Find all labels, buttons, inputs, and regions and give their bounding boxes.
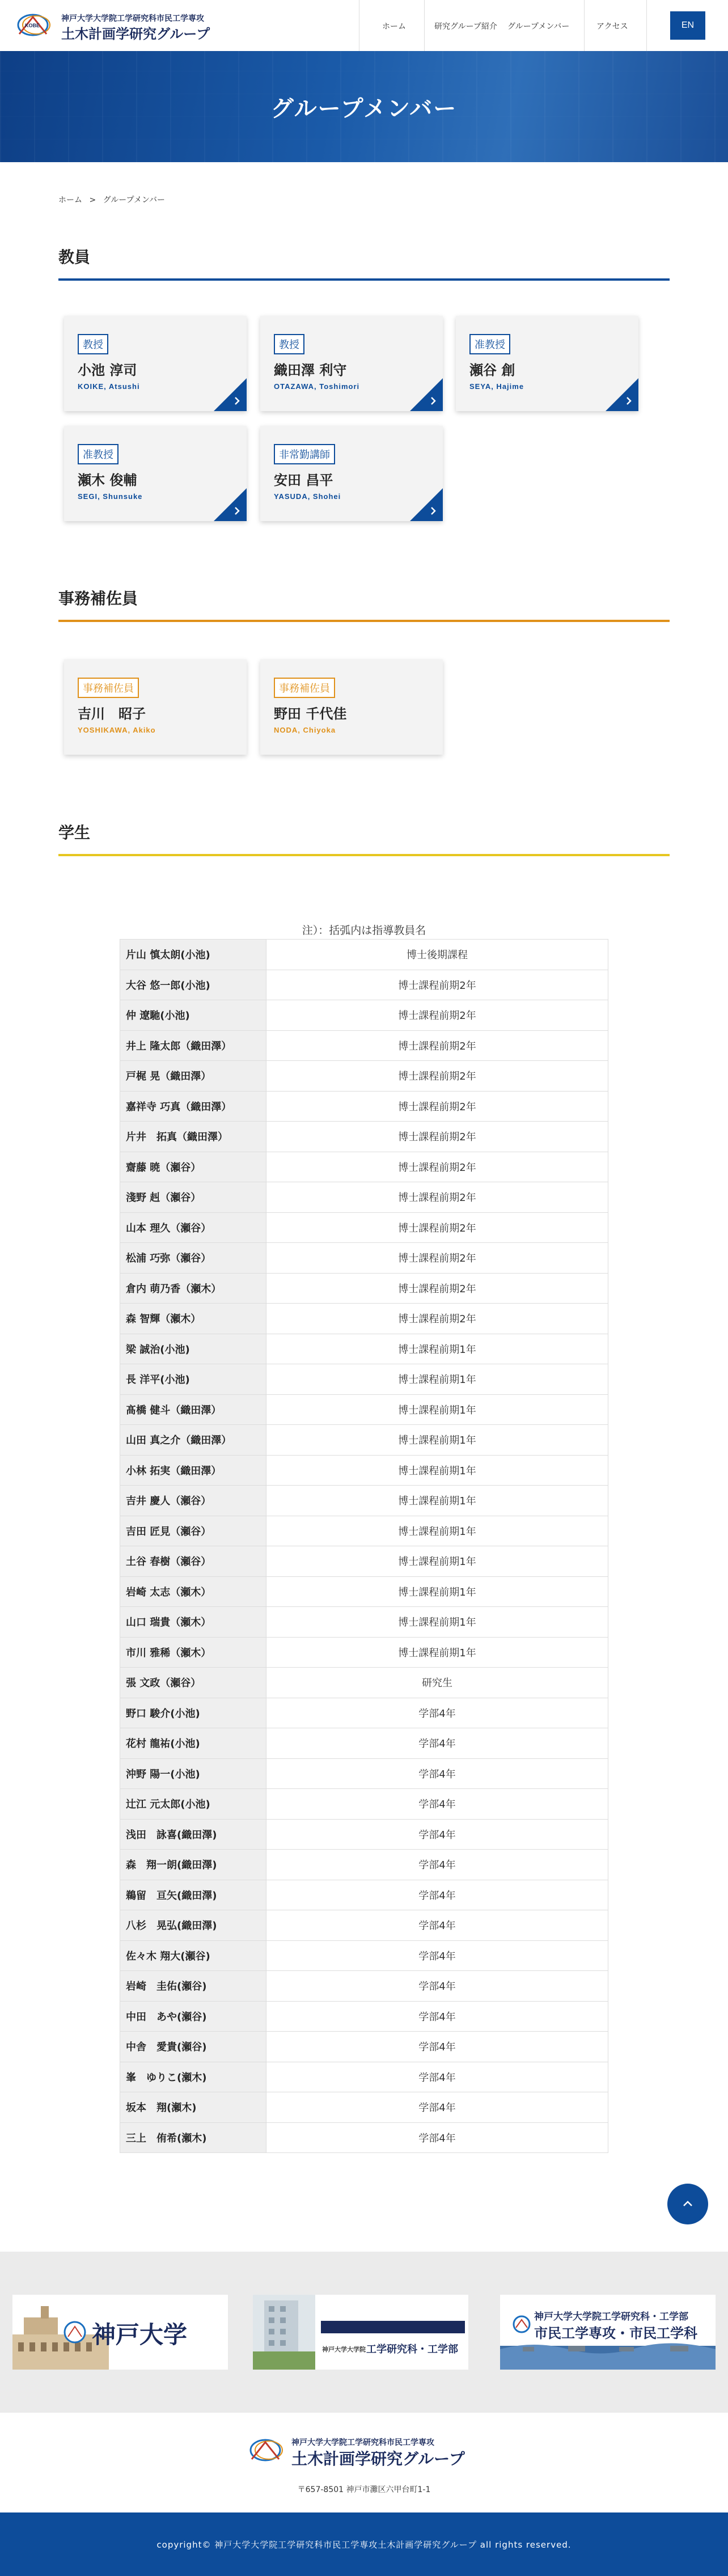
table-row	[120, 1607, 608, 1638]
student-course: 博士課程前期2年	[266, 1243, 608, 1274]
student-course: 学部4年	[266, 2122, 608, 2153]
member-name: 吉川 昭子	[78, 706, 146, 722]
table-row	[120, 1850, 608, 1880]
student-name: 仲 遼馳(小池)	[120, 1000, 266, 1031]
breadcrumb-home[interactable]: ホーム	[58, 196, 82, 205]
table-row	[120, 2092, 608, 2123]
table-row	[120, 2032, 608, 2062]
student-course: 博士後期課程	[266, 940, 608, 970]
student-course: 学部4年	[266, 1940, 608, 1971]
faculty-card[interactable]	[456, 316, 638, 411]
students-table	[120, 939, 608, 2153]
student-name: 倉内 萌乃香（瀬木）	[120, 1273, 266, 1304]
role-badge: 准教授	[469, 334, 510, 354]
student-name: 山本 理久（瀬谷）	[120, 1212, 266, 1243]
student-name: 嘉祥寺 巧真（織田澤）	[120, 1091, 266, 1122]
page-title: グループメンバー	[270, 96, 458, 122]
chevron-right-icon	[214, 488, 247, 521]
page-hero	[0, 51, 728, 162]
member-name: 野田 千代佳	[274, 706, 347, 722]
table-row	[120, 1394, 608, 1425]
table-row	[120, 940, 608, 970]
chevron-right-icon	[214, 378, 247, 411]
breadcrumb	[58, 194, 165, 205]
section-title-students: 学生	[58, 823, 91, 842]
chevron-right-icon	[410, 488, 443, 521]
logo-mark-text: KOBE	[25, 23, 40, 28]
table-row	[120, 1516, 608, 1546]
table-row	[120, 1000, 608, 1031]
faculty-card[interactable]	[260, 316, 443, 411]
table-row	[120, 1971, 608, 2002]
table-row	[120, 2001, 608, 2032]
student-course: 博士課程前期1年	[266, 1546, 608, 1577]
table-row	[120, 1880, 608, 1910]
table-row	[120, 1061, 608, 1092]
student-name: 小林 拓実（織田澤）	[120, 1455, 266, 1486]
back-to-top-button[interactable]	[667, 2184, 708, 2224]
table-row	[120, 1546, 608, 1577]
table-row	[120, 1910, 608, 1941]
table-row	[120, 1728, 608, 1759]
table-row	[120, 1273, 608, 1304]
engineering-label: 工学研究科・工学部	[366, 2344, 458, 2355]
student-course: 博士課程前期1年	[266, 1576, 608, 1607]
table-row	[120, 2122, 608, 2153]
table-row	[120, 1364, 608, 1395]
student-course: 博士課程前期2年	[266, 1030, 608, 1061]
students-note: 注）：括弧内は指導教員名	[302, 924, 426, 937]
student-course: 学部4年	[266, 2032, 608, 2062]
student-name: 野口 駿介(小池)	[120, 1698, 266, 1728]
student-name: 浅田 詠喜(織田澤)	[120, 1819, 266, 1850]
role-badge: 教授	[274, 334, 304, 354]
member-roman-name: KOIKE, Atsushi	[78, 382, 140, 391]
student-course: 博士課程前期2年	[266, 1304, 608, 1334]
banner-area	[0, 2252, 728, 2413]
table-row	[120, 970, 608, 1000]
student-name: 八杉 晃弘(織田澤)	[120, 1910, 266, 1941]
student-course: 博士課程前期2年	[266, 1061, 608, 1092]
site-logo[interactable]	[14, 10, 229, 40]
nav-access[interactable]: アクセス	[596, 22, 628, 31]
student-course: 学部4年	[266, 1819, 608, 1850]
student-name: 山田 真之介（織田澤）	[120, 1425, 266, 1456]
student-name: 土谷 春樹（瀬谷）	[120, 1546, 266, 1577]
engineering-building-icon	[253, 2295, 468, 2370]
student-course: 博士課程前期1年	[266, 1364, 608, 1395]
table-row	[120, 1212, 608, 1243]
member-name: 瀬谷 創	[469, 362, 515, 378]
student-course: 学部4年	[266, 1880, 608, 1910]
student-course: 学部4年	[266, 1850, 608, 1880]
student-name: 花村 龍祐(小池)	[120, 1728, 266, 1759]
student-course: 博士課程前期1年	[266, 1516, 608, 1546]
student-course: 博士課程前期2年	[266, 1273, 608, 1304]
staff-card	[260, 659, 443, 755]
student-course: 博士課程前期2年	[266, 1212, 608, 1243]
civil-engineering-label2: 市民工学専攻・市民工学科	[534, 2325, 697, 2341]
engineering-banner[interactable]	[253, 2295, 468, 2370]
student-course: 博士課程前期1年	[266, 1607, 608, 1638]
breadcrumb-current: グループメンバー	[103, 196, 165, 205]
student-name: 大谷 悠一郎(小池)	[120, 970, 266, 1000]
student-course: 学部4年	[266, 1910, 608, 1941]
student-course: 学部4年	[266, 2062, 608, 2092]
table-row	[120, 1243, 608, 1274]
nav-divider	[424, 0, 425, 51]
logo-line2: 土木計画学研究グループ	[61, 26, 210, 42]
student-name: 辻江 元太郎(小池)	[120, 1789, 266, 1820]
student-name: 森 翔一朗(織田澤)	[120, 1850, 266, 1880]
chevron-right-icon	[606, 378, 638, 411]
logo-line1: 神戸大学大学院工学研究科市民工学専攻	[61, 14, 204, 23]
student-name: 梁 誠治(小池)	[120, 1334, 266, 1364]
section-title-staff: 事務補佐員	[58, 589, 138, 608]
student-course: 学部4年	[266, 1971, 608, 2002]
student-course: 博士課程前期1年	[266, 1425, 608, 1456]
student-name: 佐々木 翔大(瀬谷)	[120, 1940, 266, 1971]
footer-logo[interactable]	[246, 2433, 484, 2473]
chevron-up-icon	[681, 2197, 695, 2211]
faculty-card[interactable]	[64, 316, 247, 411]
table-row	[120, 1334, 608, 1364]
student-name: 鵜留 亘矢(織田澤)	[120, 1880, 266, 1910]
member-roman-name: NODA, Chiyoka	[274, 726, 336, 734]
table-row	[120, 1819, 608, 1850]
student-name: 片井 拓真（織田澤）	[120, 1122, 266, 1152]
section-title-faculty: 教員	[58, 248, 91, 267]
student-name: 松浦 巧弥（瀬谷）	[120, 1243, 266, 1274]
student-course: 学部4年	[266, 1728, 608, 1759]
table-row	[120, 1091, 608, 1122]
student-name: 沖野 陽一(小池)	[120, 1758, 266, 1789]
faculty-card[interactable]	[64, 426, 247, 521]
table-row	[120, 1637, 608, 1668]
staff-card	[64, 659, 247, 755]
student-name: 淺野 赳（瀬谷）	[120, 1182, 266, 1213]
student-course: 博士課程前期1年	[266, 1394, 608, 1425]
student-course: 学部4年	[266, 1698, 608, 1728]
nav-divider	[646, 0, 647, 51]
table-row	[120, 1304, 608, 1334]
student-course: 学部4年	[266, 1789, 608, 1820]
student-course: 博士課程前期1年	[266, 1486, 608, 1516]
student-name: 齋藤 暁（瀬谷）	[120, 1152, 266, 1182]
member-name: 瀬木 俊輔	[78, 472, 137, 488]
student-course: 博士課程前期1年	[266, 1637, 608, 1668]
english-button[interactable]: EN	[670, 11, 705, 40]
table-row	[120, 1455, 608, 1486]
student-name: 峯 ゆりこ(瀬木)	[120, 2062, 266, 2092]
footer-logo-mark-icon	[246, 2435, 287, 2465]
student-course: 研究生	[266, 1668, 608, 1698]
role-badge: 准教授	[78, 444, 118, 464]
member-name: 織田澤 利守	[274, 362, 347, 378]
member-name: 安田 昌平	[274, 472, 333, 488]
kobe-university-label: 神戸大学	[92, 2321, 188, 2349]
section-divider	[58, 278, 670, 281]
student-course: 博士課程前期2年	[266, 1152, 608, 1182]
site-header	[0, 0, 728, 51]
logo-mark-icon	[14, 11, 54, 39]
table-row	[120, 1758, 608, 1789]
role-badge: 教授	[78, 334, 108, 354]
table-row	[120, 1940, 608, 1971]
student-name: 市川 雅稀（瀬木）	[120, 1637, 266, 1668]
student-course: 博士課程前期2年	[266, 1091, 608, 1122]
member-roman-name: SEYA, Hajime	[469, 382, 524, 391]
student-course: 学部4年	[266, 1758, 608, 1789]
student-name: 森 智輝（瀬木）	[120, 1304, 266, 1334]
student-course: 学部4年	[266, 2092, 608, 2123]
table-row	[120, 1425, 608, 1456]
table-row	[120, 1698, 608, 1728]
role-badge: 非常勤講師	[274, 444, 335, 464]
faculty-card[interactable]	[260, 426, 443, 521]
table-row	[120, 1030, 608, 1061]
student-name: 中田 あや(瀬谷)	[120, 2001, 266, 2032]
student-name: 長 洋平(小池)	[120, 1364, 266, 1395]
civil-engineering-banner[interactable]	[500, 2295, 716, 2370]
table-row	[120, 1789, 608, 1820]
student-name: 吉田 匠見（瀬谷）	[120, 1516, 266, 1546]
student-course: 学部4年	[266, 2001, 608, 2032]
nav-home[interactable]: ホーム	[382, 22, 406, 31]
student-course: 博士課程前期1年	[266, 1334, 608, 1364]
student-name: 戸梶 晃（織田澤）	[120, 1061, 266, 1092]
member-roman-name: YASUDA, Shohei	[274, 492, 341, 501]
kobe-university-banner[interactable]	[12, 2295, 228, 2370]
section-divider	[58, 854, 670, 856]
table-row	[120, 1486, 608, 1516]
nav-research-group[interactable]: 研究グループ紹介	[434, 22, 497, 31]
member-roman-name: SEGI, Shunsuke	[78, 492, 143, 501]
student-course: 博士課程前期2年	[266, 1000, 608, 1031]
engineering-label-small: 神戸大学大学院	[322, 2346, 366, 2353]
student-name: 吉井 慶人（瀬谷）	[120, 1486, 266, 1516]
table-row	[120, 1668, 608, 1698]
student-name: 山口 瑞貴（瀬木）	[120, 1607, 266, 1638]
table-row	[120, 1152, 608, 1182]
footer-address: 〒657-8501 神戸市灘区六甲台町1-1	[297, 2485, 431, 2494]
breadcrumb-separator: >	[89, 196, 96, 205]
student-course: 博士課程前期2年	[266, 1182, 608, 1213]
footer-logo-line2: 土木計画学研究グループ	[291, 2450, 465, 2468]
footer-copyright: copyright© 神戸大学大学院工学研究科市民工学専攻土木計画学研究グループ all rights reserved.	[0, 2512, 728, 2576]
student-name: 張 文政（瀬谷）	[120, 1668, 266, 1698]
chevron-right-icon	[410, 378, 443, 411]
student-name: 片山 慎太朗(小池)	[120, 940, 266, 970]
role-badge: 事務補佐員	[274, 678, 335, 698]
table-row	[120, 1576, 608, 1607]
footer-logo-line1: 神戸大学大学院工学研究科市民工学専攻	[291, 2438, 434, 2447]
student-course: 博士課程前期2年	[266, 1122, 608, 1152]
member-roman-name: OTAZAWA, Toshimori	[274, 382, 360, 391]
student-course: 博士課程前期2年	[266, 970, 608, 1000]
student-name: 岩崎 太志（瀬木）	[120, 1576, 266, 1607]
table-row	[120, 1182, 608, 1213]
table-row	[120, 1122, 608, 1152]
section-divider	[58, 620, 670, 622]
student-name: 髙橋 健斗（織田澤）	[120, 1394, 266, 1425]
nav-group-members[interactable]: グループメンバー	[507, 22, 570, 31]
student-name: 中舎 愛貴(瀬谷)	[120, 2032, 266, 2062]
role-badge: 事務補佐員	[78, 678, 139, 698]
student-course: 博士課程前期1年	[266, 1455, 608, 1486]
nav-divider	[584, 0, 585, 51]
member-name: 小池 淳司	[78, 362, 137, 378]
student-name: 三上 侑希(瀬木)	[120, 2122, 266, 2153]
student-name: 岩崎 圭佑(瀬谷)	[120, 1971, 266, 2002]
member-roman-name: YOSHIKAWA, Akiko	[78, 726, 156, 734]
student-name: 井上 隆太郎（織田澤）	[120, 1030, 266, 1061]
civil-engineering-label1: 神戸大学大学院工学研究科・工学部	[534, 2311, 688, 2323]
table-row	[120, 2062, 608, 2092]
student-name: 坂本 翔(瀬木)	[120, 2092, 266, 2123]
